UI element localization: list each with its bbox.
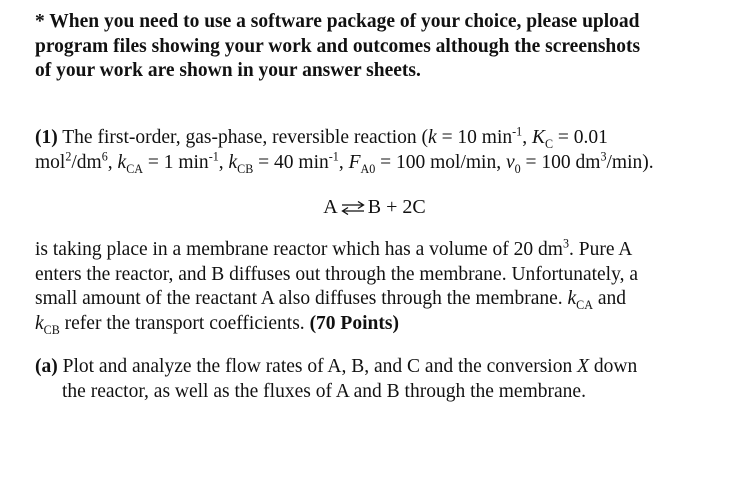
desc-line-1: is taking place in a membrane reactor which has a volume of 20 $dm^3$. Pure A [35,236,633,260]
reaction-equation [0,196,733,219]
part-a-line-1: (a) Plot and analyze the flow rates of A, B, and C and the conversion X down [35,356,638,377]
software-note [35,10,695,84]
reactant-a: A [323,196,338,218]
products: B + 2C [367,196,426,218]
note-line-1: * When you need to use a software package of your choice, please upload [35,11,640,32]
note-line-2: program files showing your work and outcomes although the screenshots [35,35,641,57]
problem-line-1: (1) The first-order, gas-phase, reversible reaction (k = 10 $\min^{-1}$, $K_C = 0.01$ [35,124,608,151]
note-line-3: of your work are shown in your answer sheets. [35,60,421,81]
desc-line-4: $k_{CB}$ refer the transport coefficients. (70 Points) [35,312,399,337]
part-a-label: (a) [35,356,58,377]
desc-line-2: enters the reactor, and B diffuses out through the membrane. Unfortunately, a [35,263,638,285]
problem-line-2: $mol^2/dm^6$, $k_{CA} = 1$ $\min^{-1}$, $k_{CB} = 40$ $\min^{-1}$, $F_{A0} = 100$ mol/min, $v_0 = 100$ $dm^3/\min$). [35,149,654,176]
problem-number: (1) [35,127,58,148]
reactor-description [35,238,695,336]
part-a [35,355,695,404]
problem-statement [35,126,695,175]
reversible-arrows-icon [340,201,366,215]
part-a-line-2: the reactor, as well as the fluxes of A and B through the membrane. [62,380,586,402]
points-label: (70 Points) [309,312,399,334]
desc-line-3: small amount of the reactant A also diffuses through the membrane. $k_{CA}$ and [35,288,626,312]
